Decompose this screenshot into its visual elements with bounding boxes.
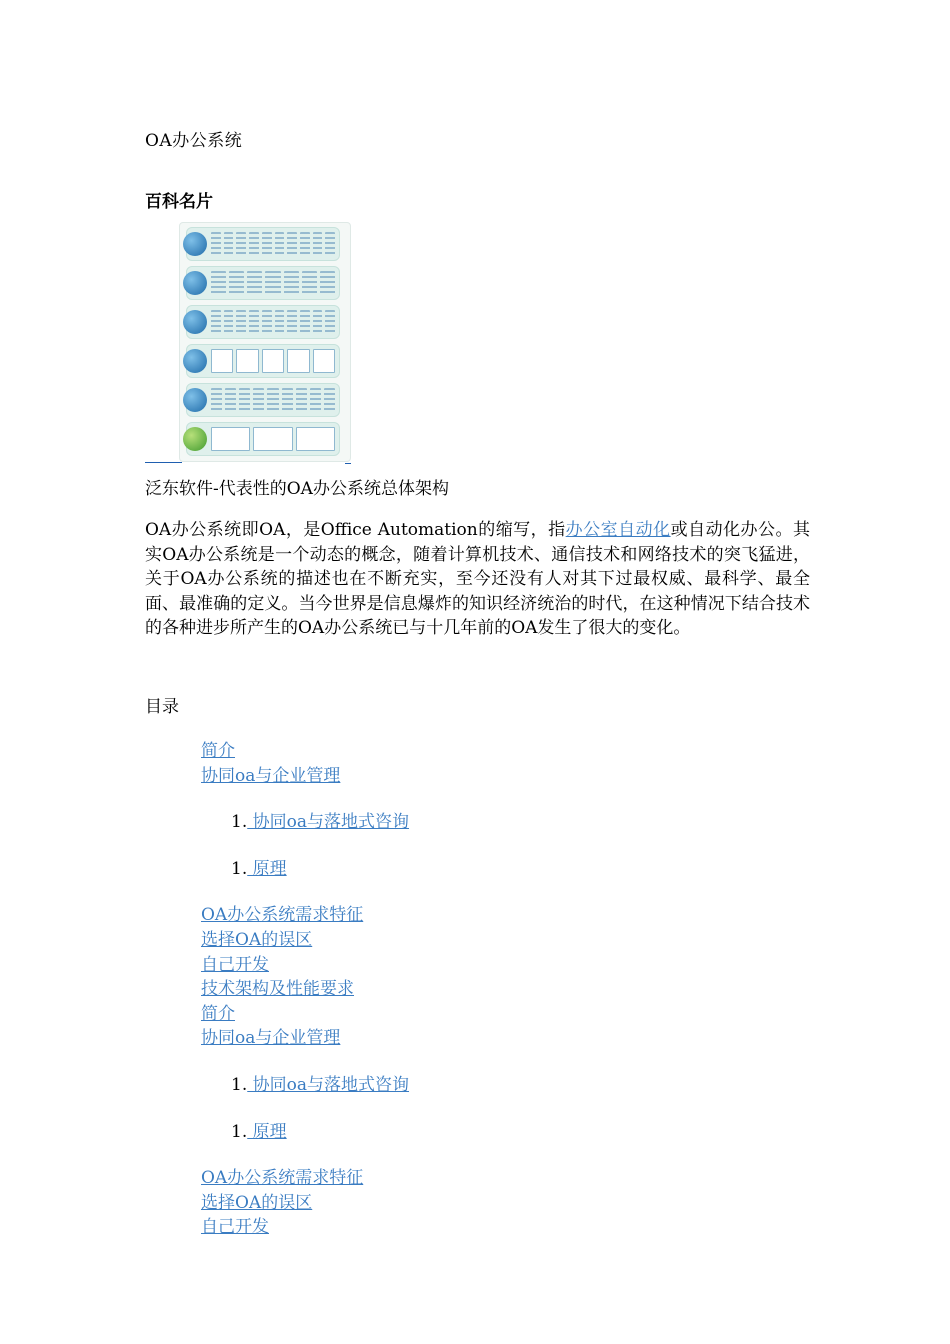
toc-sub-number: 1.	[231, 858, 248, 879]
toc-sub-number: 1.	[231, 1074, 248, 1095]
toc-link[interactable]: 自己开发	[201, 954, 269, 975]
architecture-diagram-image[interactable]	[179, 222, 351, 462]
image-link-small[interactable]	[345, 458, 351, 464]
toc-link[interactable]: 协同oa与企业管理	[201, 1028, 341, 1049]
diagram-layer	[186, 383, 340, 417]
table-of-contents	[201, 739, 409, 1240]
toc-link[interactable]: 选择OA的误区	[201, 1192, 313, 1213]
layer-ball-icon	[183, 427, 207, 451]
document-title: OA办公系统	[145, 131, 243, 151]
image-links	[145, 458, 353, 464]
layer-ball-icon	[183, 388, 207, 412]
diagram-layer	[186, 266, 340, 300]
toc-link[interactable]: 简介	[201, 741, 235, 761]
toc-link[interactable]: 协同oa与企业管理	[201, 765, 341, 786]
toc-sub-item	[231, 810, 409, 835]
toc-sub-item	[231, 1120, 409, 1145]
toc-sub-link[interactable]: 原理	[247, 858, 287, 879]
toc-sub-link[interactable]: 协同oa与落地式咨询	[247, 812, 410, 833]
diagram-layer	[186, 422, 340, 456]
toc-sub-number: 1.	[231, 812, 248, 833]
image-link[interactable]	[145, 462, 182, 463]
diagram-layer	[186, 344, 340, 378]
toc-sub-link[interactable]: 原理	[247, 1121, 287, 1142]
layer-ball-icon	[183, 271, 207, 295]
toc-sub-link[interactable]: 协同oa与落地式咨询	[247, 1074, 410, 1095]
paragraph-text: OA办公系统即OA，是Office Automation的缩写，指	[145, 520, 566, 540]
toc-link[interactable]: 自己开发	[201, 1217, 269, 1238]
toc-sub-number: 1.	[231, 1121, 248, 1142]
toc-link[interactable]: OA办公系统需求特征	[201, 1168, 364, 1189]
toc-sub-item	[231, 857, 409, 882]
toc-link[interactable]: 技术架构及性能要求	[201, 979, 354, 1000]
toc-link[interactable]: OA办公系统需求特征	[201, 905, 364, 926]
diagram-layer	[186, 227, 340, 261]
toc-sub-item	[231, 1073, 409, 1098]
section-title: 百科名片	[145, 192, 213, 212]
toc-heading: 目录	[145, 697, 179, 717]
figure-caption: 泛东软件-代表性的OA办公系统总体架构	[145, 479, 449, 499]
diagram-layer	[186, 305, 340, 339]
intro-paragraph	[145, 518, 810, 641]
layer-ball-icon	[183, 310, 207, 334]
office-automation-link[interactable]: 办公室自动化	[565, 520, 671, 540]
layer-ball-icon	[183, 349, 207, 373]
layer-ball-icon	[183, 232, 207, 256]
toc-link[interactable]: 选择OA的误区	[201, 929, 313, 950]
toc-link[interactable]: 简介	[201, 1003, 235, 1024]
paragraph-text: 或自动化办公。其实OA办公系统是一个动态的概念，随着计算机技术、通信技术和网络技术的突飞猛进，关于OA办公系统的描述也在不断充实，至今还没有人对其下过最权威、最科学、最全面、最准确的定义。当今世界是信息爆炸的知识经济统治的时代，在这种情况下结合技术的各种进步所产生的OA办公系统已与十几年前的OA发生了很大的变化。	[145, 520, 811, 639]
